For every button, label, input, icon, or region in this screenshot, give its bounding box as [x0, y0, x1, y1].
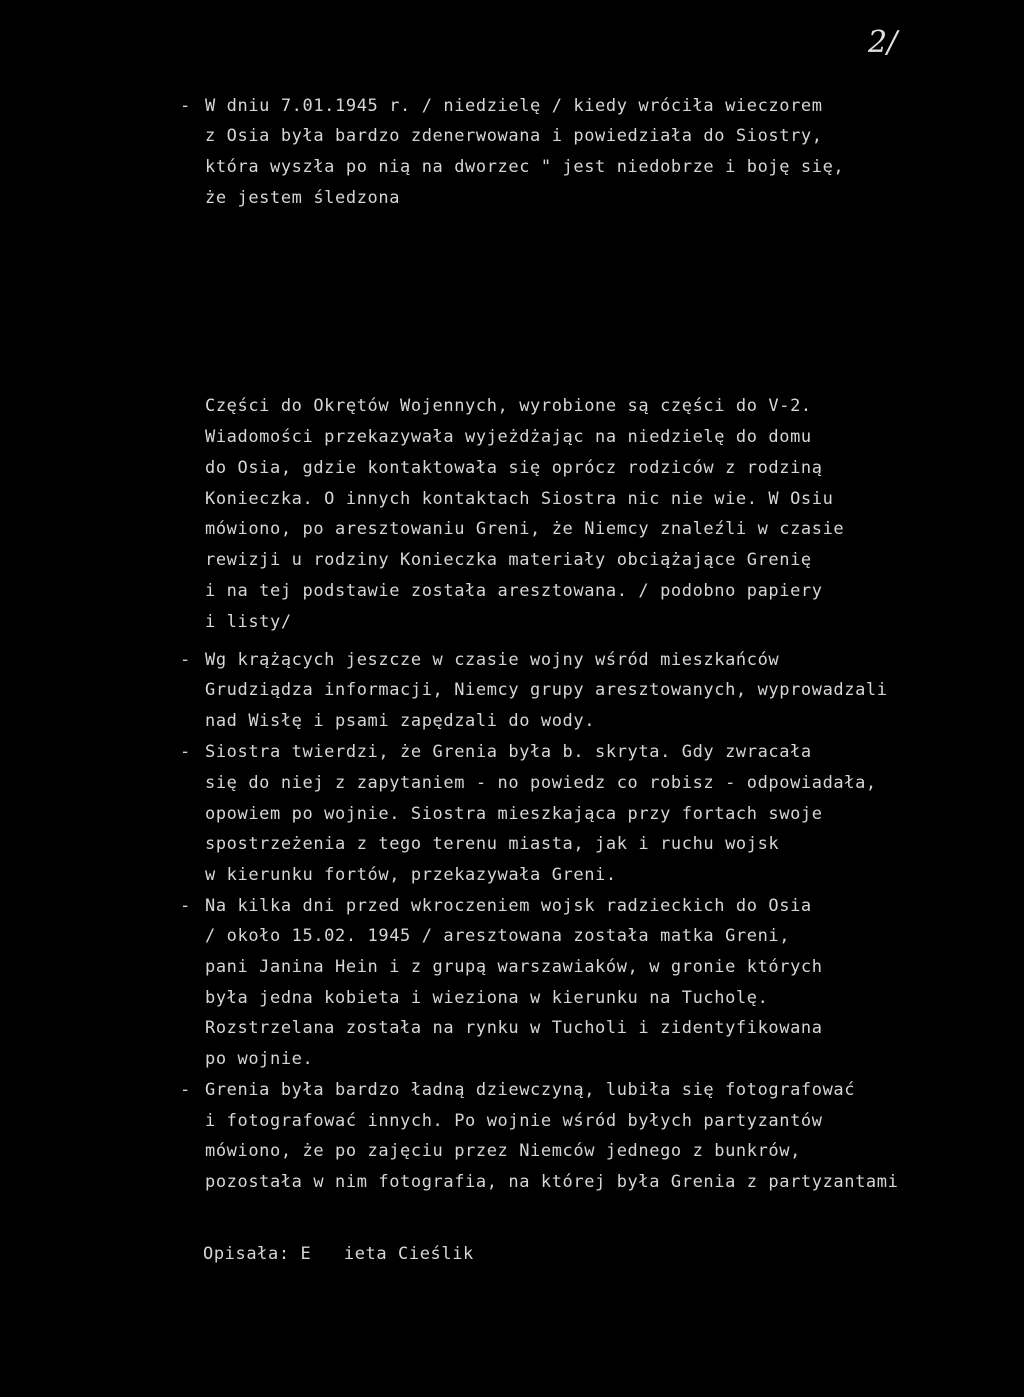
text-line: była jedna kobieta i wieziona w kierunku na Tucholę.	[205, 988, 769, 1008]
paragraph-dash: -	[180, 96, 191, 116]
text-line: pani Janina Hein i z grupą warszawiaków, w gronie których	[205, 957, 823, 977]
text-line: pozostała w nim fotografia, na której była Grenia z partyzantami	[205, 1172, 899, 1192]
text-line: i na tej podstawie została aresztowana. / podobno papiery	[205, 581, 823, 601]
text-line: się do niej z zapytaniem - no powiedz co robisz - odpowiadała,	[205, 773, 877, 793]
text-line: W dniu 7.01.1945 r. / niedzielę / kiedy wróciła wieczorem	[205, 96, 823, 116]
paragraph-dash: -	[180, 650, 191, 670]
text-line: w kierunku fortów, przekazywała Greni.	[205, 865, 617, 885]
text-line: opowiem po wojnie. Siostra mieszkająca przy fortach swoje	[205, 804, 823, 824]
text-line: Wg krążących jeszcze w czasie wojny wśród mieszkańców	[205, 650, 780, 670]
text-line: z Osia była bardzo zdenerwowana i powiedziała do Siostry,	[205, 126, 823, 146]
text-line: Rozstrzelana została na rynku w Tucholi i zidentyfikowana	[205, 1018, 823, 1038]
text-line: Siostra twierdzi, że Grenia była b. skryta. Gdy zwracała	[205, 742, 812, 762]
text-line: Wiadomości przekazywała wyjeżdżając na niedzielę do domu	[205, 427, 812, 447]
text-line: i listy/	[205, 612, 292, 632]
text-line: / około 15.02. 1945 / aresztowana została matka Greni,	[205, 926, 791, 946]
text-line: Części do Okrętów Wojennych, wyrobione są części do V-2.	[205, 396, 812, 416]
text-line: rewizji u rodziny Konieczka materiały obciążające Grenię	[205, 550, 812, 570]
text-line: mówiono, po aresztowaniu Greni, że Niemcy znaleźli w czasie	[205, 519, 845, 539]
paragraph-dash: -	[180, 742, 191, 762]
text-line: że jestem śledzona	[205, 188, 401, 208]
text-line: nad Wisłę i psami zapędzali do wody.	[205, 711, 596, 731]
paragraph-dash: -	[180, 896, 191, 916]
text-line: Grudziądza informacji, Niemcy grupy aresztowanych, wyprowadzali	[205, 680, 888, 700]
text-line: Konieczka. O innych kontaktach Siostra nic nie wie. W Osiu	[205, 489, 834, 509]
text-line: spostrzeżenia z tego terenu miasta, jak i ruchu wojsk	[205, 834, 780, 854]
signature-line: Opisała: E ieta Cieślik	[203, 1244, 474, 1264]
text-line: po wojnie.	[205, 1049, 314, 1069]
text-line: do Osia, gdzie kontaktowała się oprócz rodziców z rodziną	[205, 458, 823, 478]
text-line: która wyszła po nią na dworzec " jest niedobrze i boję się,	[205, 157, 845, 177]
text-line: Na kilka dni przed wkroczeniem wojsk radzieckich do Osia	[205, 896, 812, 916]
text-line: i fotografować innych. Po wojnie wśród byłych partyzantów	[205, 1111, 823, 1131]
paragraph-dash: -	[180, 1080, 191, 1100]
page-number: 2/	[868, 25, 898, 60]
text-line: mówiono, że po zajęciu przez Niemców jednego z bunkrów,	[205, 1141, 801, 1161]
text-line: Grenia była bardzo ładną dziewczyną, lubiła się fotografować	[205, 1080, 856, 1100]
